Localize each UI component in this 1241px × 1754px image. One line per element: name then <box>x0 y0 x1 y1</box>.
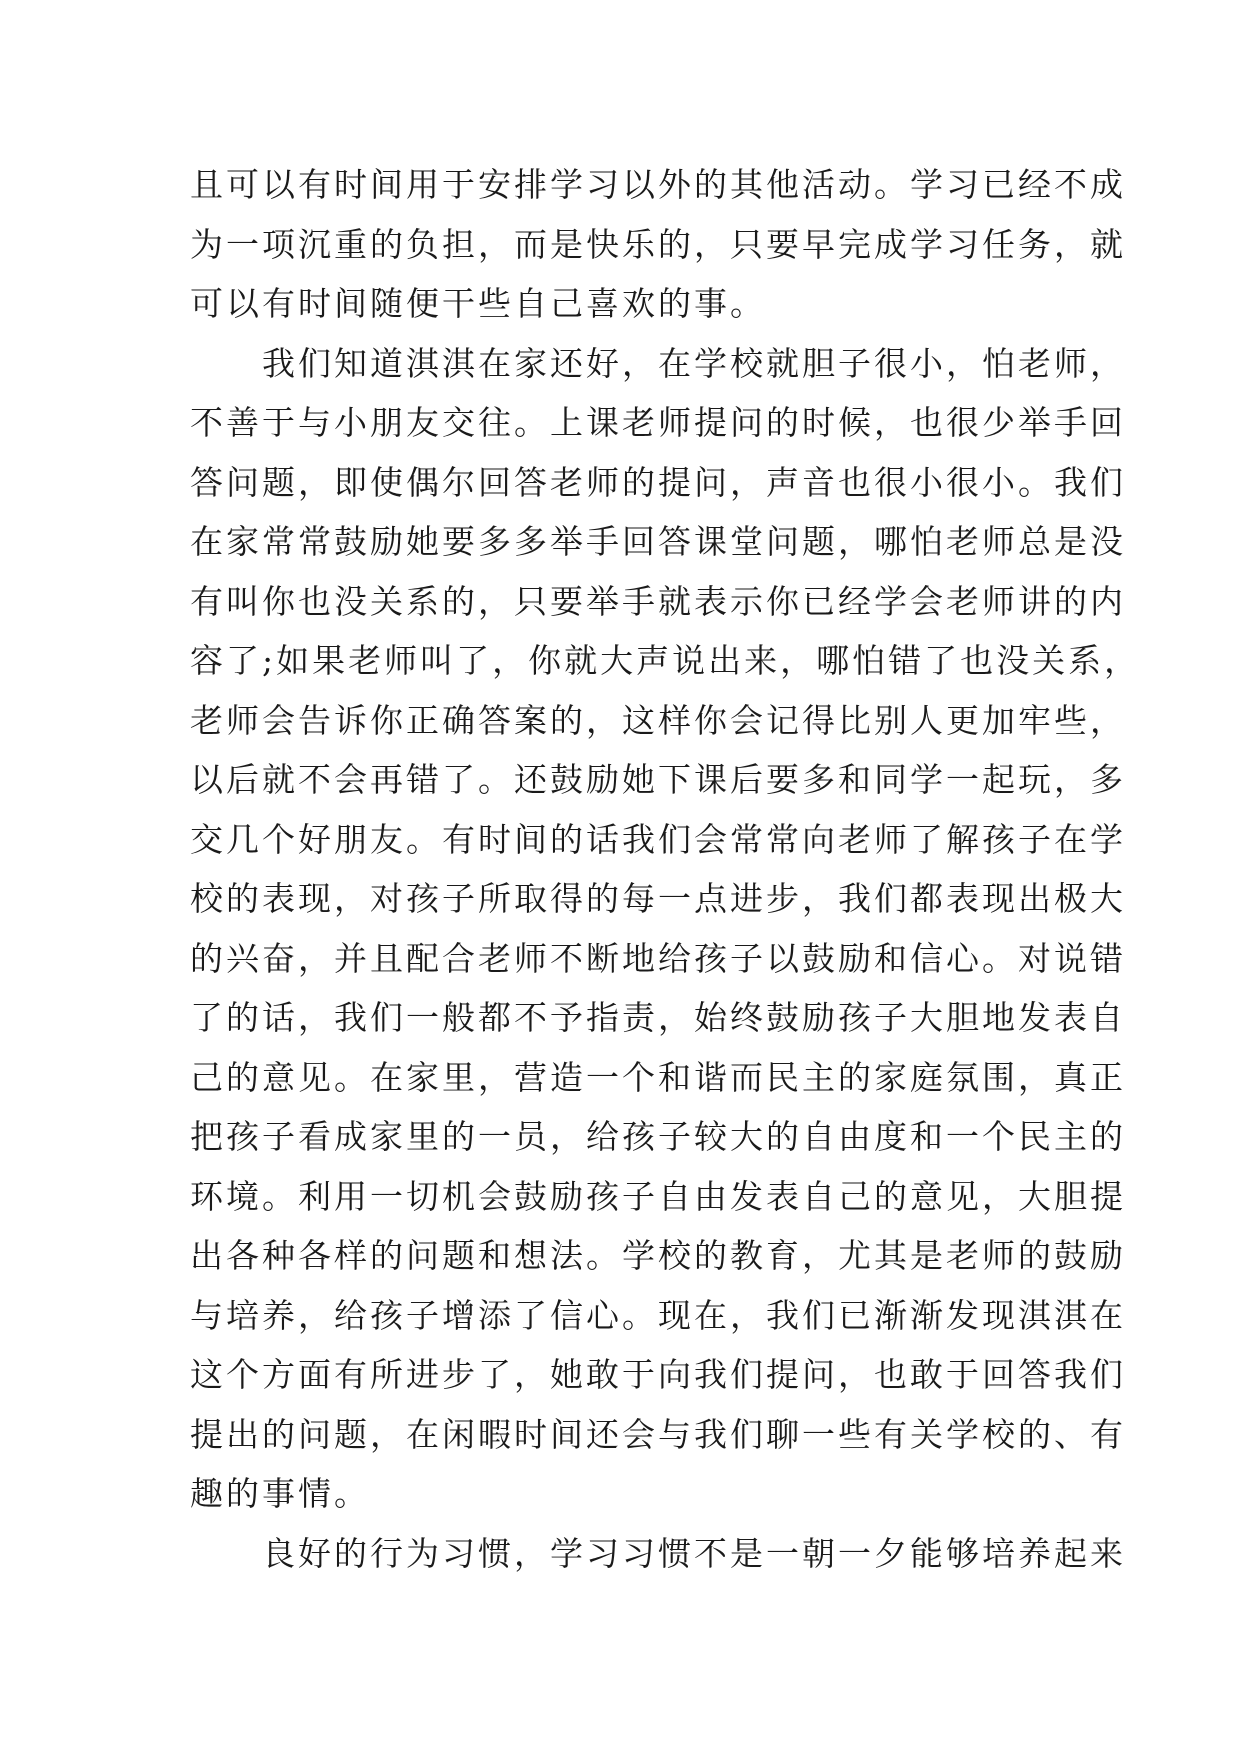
text-line: 把孩子看成家里的一员，给孩子较大的自由度和一个民主的 <box>190 1117 1126 1156</box>
text-line: 了的话，我们一般都不予指责，始终鼓励孩子大胆地发表自 <box>190 998 1126 1037</box>
text-line: 提出的问题，在闲暇时间还会与我们聊一些有关学校的、有 <box>190 1414 1126 1454</box>
text-line: 且可以有时间用于安排学习以外的其他活动。学习已经不成 <box>190 165 1126 204</box>
text-line: 可以有时间随便干些自己喜欢的事。 <box>190 284 766 323</box>
text-line: 这个方面有所进步了，她敢于向我们提问，也敢于回答我们 <box>190 1355 1126 1394</box>
text-line: 出各种各样的问题和想法。学校的教育，尤其是老师的鼓励 <box>190 1236 1126 1275</box>
text-line: 与培养，给孩子增添了信心。现在，我们已渐渐发现淇淇在 <box>190 1295 1126 1335</box>
text-line: 容了;如果老师叫了，你就大声说出来，哪怕错了也没关系， <box>190 641 1141 680</box>
text-line: 校的表现，对孩子所取得的每一点进步，我们都表现出极大 <box>190 879 1126 918</box>
text-line: 为一项沉重的负担，而是快乐的，只要早完成学习任务，就 <box>190 224 1126 264</box>
text-line: 我们知道淇淇在家还好，在学校就胆子很小，怕老师， <box>262 343 1126 383</box>
text-line: 己的意见。在家里，营造一个和谐而民主的家庭氛围，真正 <box>190 1057 1126 1097</box>
text-line: 良好的行为习惯，学习习惯不是一朝一夕能够培养起来 <box>262 1533 1126 1573</box>
text-line: 以后就不会再错了。还鼓励她下课后要多和同学一起玩，多 <box>190 760 1126 799</box>
text-line: 趣的事情。 <box>190 1474 370 1513</box>
text-line: 老师会告诉你正确答案的，这样你会记得比别人更加牢些， <box>190 700 1126 740</box>
text-line: 有叫你也没关系的，只要举手就表示你已经学会老师讲的内 <box>190 581 1126 621</box>
text-line: 不善于与小朋友交往。上课老师提问的时候，也很少举手回 <box>190 403 1126 442</box>
body-text <box>190 155 1141 1583</box>
text-line: 答问题，即使偶尔回答老师的提问，声音也很小很小。我们 <box>190 462 1126 502</box>
text-line: 环境。利用一切机会鼓励孩子自由发表自己的意见，大胆提 <box>190 1176 1126 1216</box>
text-line: 的兴奋，并且配合老师不断地给孩子以鼓励和信心。对说错 <box>190 938 1126 978</box>
text-line: 交几个好朋友。有时间的话我们会常常向老师了解孩子在学 <box>190 819 1126 859</box>
text-line: 在家常常鼓励她要多多举手回答课堂问题，哪怕老师总是没 <box>190 522 1126 561</box>
